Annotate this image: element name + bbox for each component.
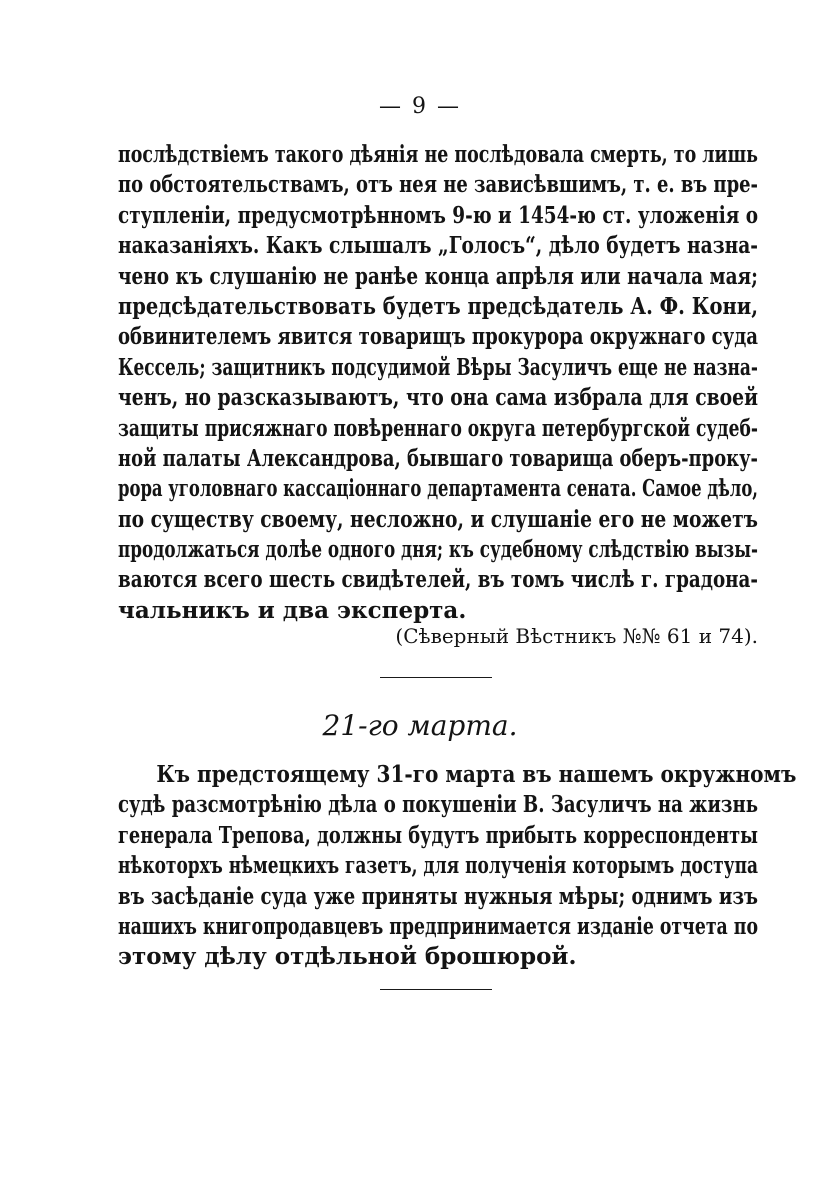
text-line: судѣ разсмотрѣнію дѣла о покушеніи В. Засуличъ на жизнь xyxy=(118,791,758,819)
section-divider xyxy=(380,989,492,990)
page-number: — 9 — xyxy=(379,94,461,119)
text-line: по существу своему, несложно, и слушаніе его не можетъ xyxy=(118,505,758,533)
section-heading: 21-го марта. xyxy=(322,709,518,742)
text-line: Къ предстоящему 31-го марта въ нашемъ окружномъ xyxy=(156,761,797,788)
text-line: Кессель; защитникъ подсудимой Вѣры Засуличъ еще не назна- xyxy=(118,353,758,381)
text-line: ченъ, но разсказываютъ, что она сама избрала для своей xyxy=(118,384,758,412)
text-line: предсѣдательствовать будетъ предсѣдатель А. Ф. Кони, xyxy=(118,292,758,320)
text-line: защиты присяжнаго повѣреннаго округа петербургской судеб- xyxy=(118,414,758,442)
text-line: обвинителемъ явится товарищъ прокурора окружнаго суда xyxy=(118,323,758,351)
text-line: нѣкоторхъ нѣмецкихъ газетъ, для полученія которымъ доступа xyxy=(118,852,758,880)
text-line: генерала Трепова, должны будутъ прибыть корреспонденты xyxy=(118,821,758,849)
text-line: ступленіи, предусмотрѣнномъ 9-ю и 1454-ю ст. уложенія о xyxy=(118,201,758,229)
text-line: продолжаться долѣе одного дня; къ судебному слѣдствію вызы- xyxy=(118,536,758,564)
text-line: ной палаты Александрова, бывшаго товарища оберъ-проку- xyxy=(118,444,758,472)
text-line: рора уголовнаго кассаціоннаго департамента сената. Самое дѣло, xyxy=(118,475,758,503)
text-line: послѣдствіемъ такого дѣянія не послѣдовала смерть, то лишь xyxy=(118,141,758,168)
text-line: по обстоятельствамъ, отъ нея не зависѣвшимъ, т. е. въ пре- xyxy=(118,171,758,199)
section-divider xyxy=(380,677,492,678)
text-line: ваются всего шесть свидѣтелей, въ томъ числѣ г. градона- xyxy=(118,566,758,594)
text-line: нашихъ книгопродавцевъ предпринимается изданіе отчета по xyxy=(118,912,758,940)
text-line: чено къ слушанію не ранѣе конца апрѣля или начала мая; xyxy=(118,262,758,290)
source-attribution: (Сѣверный Вѣстникъ №№ 61 и 74). xyxy=(395,624,758,648)
article-2-body xyxy=(118,760,797,973)
text-line: чальникъ и два эксперта. xyxy=(118,596,467,624)
text-line: наказаніяхъ. Какъ слышалъ „Голосъ“, дѣло будетъ назна- xyxy=(118,232,758,260)
text-line: этому дѣлу отдѣльной брошюрой. xyxy=(118,943,577,971)
text-line: въ засѣданіе суда уже приняты нужныя мѣры; однимъ изъ xyxy=(118,882,758,910)
article-1-body xyxy=(118,140,758,626)
